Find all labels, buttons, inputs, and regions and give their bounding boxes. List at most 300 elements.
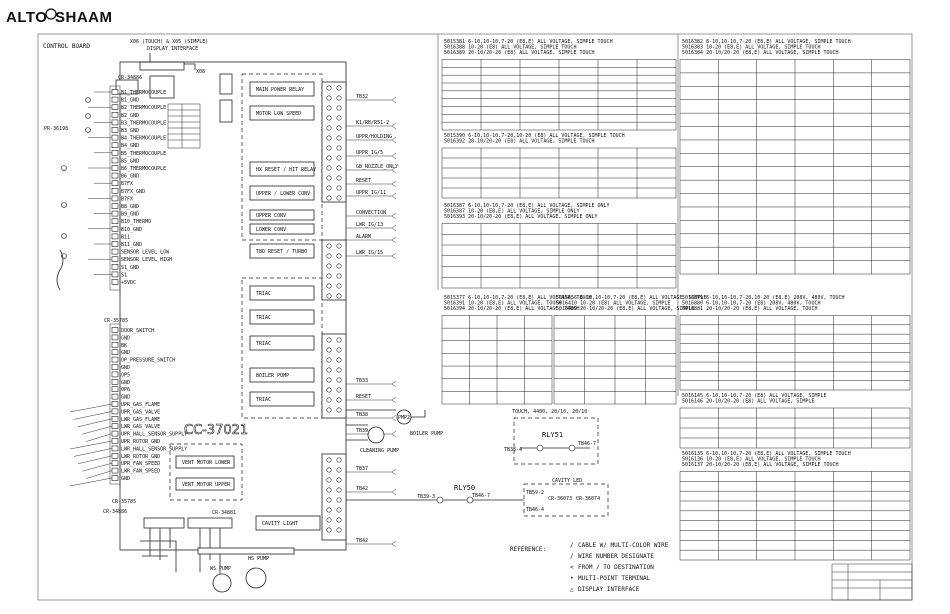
output-label: TB33 [356,378,369,384]
relay-module-label: MAIN POWER RELAY [256,87,305,93]
terminal-screw [327,96,331,100]
terminal-screw [327,274,331,278]
mid-input-label: GND [121,365,131,371]
terminal-screw [337,264,341,268]
ws-pump-motor [213,574,231,592]
spec-table-heading: 5016879 6-10,10-10,7-20,10-20 (E8,E) 208V, 480V, TOUCH [682,295,845,301]
spec-table-heading: 5016135 6-10,10-10,7-20 (E8,E) ALL VOLTAGE, SIMPLE TOUCH [682,451,851,457]
relay-module-label: VENT MOTOR LOWER [182,460,231,466]
reference-item: FROM / TO DESTINATION [578,564,654,571]
mid-pin [112,446,118,451]
reference-symbol-icon: / [570,542,574,549]
mid-pin [112,372,118,377]
cr-r-label: CR-34881 [212,510,237,516]
left-pin [112,204,118,209]
mid-input-label: GND [121,335,131,342]
terminal-screw [337,86,341,90]
brand-logo [6,9,113,26]
terminal-screw [337,468,341,472]
terminal-screw [327,408,331,412]
spec-table-heading: 5016392 20-10/20-20 (E8) ALL VOLTAGE, SIMPLE TOUCH [444,138,595,145]
left-pin [112,166,118,171]
drawing-frame [38,34,912,600]
mid-pin [112,394,118,399]
left-pin [112,188,118,193]
pmp2-label: PMP2 [398,415,411,421]
title-block [832,564,912,600]
mid-input-label: LWR_ROTOR_GND [121,453,161,460]
terminal-screw [327,186,331,190]
right-output-labels [346,94,398,547]
terminal-screw [327,528,331,532]
left-input-label: B3_GND [121,128,140,134]
terminal-screw [337,136,341,140]
reference-symbol-icon: / [570,553,574,560]
mid-pin [112,350,118,355]
terminal-screw [337,126,341,130]
left-input-label: B8_GND [121,204,140,210]
left-input-label: B11 [121,234,131,241]
rly50-left-terminal: TB39-3 [417,494,436,500]
relay-module-label: VENT MOTOR UPPER [182,482,231,488]
spec-table-heading: 5016383 10-20 (E8,E) ALL VOLTAGE, SIMPLE TOUCH [682,44,821,51]
mid-pin [112,431,118,436]
terminal-screw [327,348,331,352]
left-pin [112,143,118,148]
terminal-screw [327,388,331,392]
spec-table [442,203,676,288]
bottom-plug [198,548,294,554]
display-connector [140,62,184,70]
left-pin [112,272,118,277]
relay-module-label: BOILER PUMP [256,373,290,379]
destination-arrow-icon [392,193,396,199]
brand-right: SHAAM [55,9,113,26]
terminal-screw [327,338,331,342]
left-input-label: B7FX [121,181,134,188]
destination-arrow-icon [392,381,396,387]
terminal-screw [337,398,341,402]
terminal-screw [337,176,341,180]
cavity-led-label: CAVITY LED [552,478,583,484]
vendor-part-label: CC-37021 [184,423,249,438]
relay-module-label: TBD RESET / TURBO [256,249,308,255]
left-input-label: B4_GND [121,143,140,150]
terminal-screw [327,294,331,298]
right-terminal-strips [322,82,346,540]
spec-table-heading: 5016136 10-20 (E8,E) ALL VOLTAGE, SIMPLE TOUCH [682,456,821,463]
mid-input-label: LWR_FAN_SPEED [121,468,161,475]
relay-module-label: UPPER / LOWER CONV [256,191,311,197]
sensor-wire [78,419,112,427]
destination-arrow-icon [392,469,396,475]
terminal-screw [327,106,331,110]
left-pin [112,257,118,262]
reference-title: REFERENCE: [510,546,547,553]
display-interface-line1: X06 (TOUCH) & X05 (SIMPLE) [130,39,209,45]
spec-table-heading: 5016145 6-10,10-10,7-20 (E8) ALL VOLTAGE, SIMPLE [682,393,827,399]
terminal-screw [327,368,331,372]
mid-input-label: UPR_ROTOR_GND [121,439,161,445]
destination-arrow-icon [392,137,396,143]
terminal-screw [327,378,331,382]
output-label: RESET [356,394,372,400]
left-input-label: SENSOR LEVEL HIGH [121,257,173,264]
mid-input-label: OP6 [121,387,131,394]
sensor-wire [86,434,112,442]
mid-pin [112,439,118,444]
sensor-terminal [86,128,91,133]
rly50-right-terminal: TB46-7 [472,493,491,499]
sensor-wire [70,478,112,486]
left-input-label: B1_GND [121,97,140,104]
destination-arrow-icon [392,213,396,219]
mid-pin [112,468,118,473]
spec-tables [442,39,910,560]
left-pin [112,135,118,140]
output-label: TB42 [356,486,369,492]
output-label: ALARM [356,234,372,240]
spec-table [442,133,676,198]
rly51-label: RLY51 [542,431,564,439]
cleaning-pump-label: CLEANING PUMP [360,448,400,454]
terminal-screw [327,146,331,150]
spec-table-heading: 5016388 10-20 (E8) ALL VOLTAGE, SIMPLE TOUCH [444,44,577,51]
terminal-screw [337,294,341,298]
terminal-screw [327,136,331,140]
connector-block-a [220,74,232,94]
connector-block-b [220,100,232,122]
relay-module-label: HX RESET / HIT RELAY [256,167,317,173]
spec-table-heading: 5015381 6-10,10-10,7-20 (E8,E) ALL VOLTAGE, SIMPLE TOUCH [444,39,613,45]
ws-pump-label: WS PUMP [210,566,232,572]
left-input-label: S1_GND [121,264,140,271]
spec-table [680,39,910,274]
left-pin [112,219,118,224]
terminal-screw [337,106,341,110]
relay-modules [176,74,322,530]
terminal-screw [337,498,341,502]
left-input-label: B10_GND [121,226,143,233]
destination-arrow-icon [392,237,396,243]
left-pin [112,249,118,254]
mid-input-label: GND [121,476,131,482]
left-pin [112,90,118,95]
destination-arrow-icon [392,541,396,547]
left-pin [112,105,118,110]
terminal-screw [327,116,331,120]
sensor-terminal [62,203,67,208]
rly51-left-terminal: TB38-4 [504,447,523,453]
mid-input-label: UPR_FAN_SPEED [121,461,161,468]
terminal-strip [322,454,346,540]
pr-label: PR-36198 [44,126,69,132]
output-label: K1/RB/R51-2 [356,120,390,126]
board-legend-rows [168,104,200,148]
left-input-label: B5_GND [121,158,140,165]
bottom-connector-b [188,518,232,528]
terminal-screw [327,166,331,170]
left-pin [112,181,118,186]
board-legend-table [168,104,200,148]
spec-table-heading: 5016391 10-20 (E8,E) ALL VOLTAGE, TOUCH [444,300,562,307]
destination-arrow-icon [392,181,396,187]
spec-table [442,39,676,130]
sensor-terminal [62,166,67,171]
spec-table-heading: 5016881 20-10/20-20 (E8,E) ALL VOLTAGE, TOUCH [682,306,818,312]
output-label: TB37 [356,466,369,472]
destination-arrow-icon [392,253,396,259]
spec-table-heading: 5016387 10-20 (E8,E) ALL VOLTAGE, SIMPLE ONLY [444,208,580,215]
terminal-screw [327,156,331,160]
left-input-label: B7FX_GND [121,188,146,195]
output-label: LWR_IG/15 [356,250,384,256]
terminal-screw [327,508,331,512]
sensor-wire [70,441,112,449]
terminal-screw [337,528,341,532]
terminal-screw [327,498,331,502]
mid-input-label: LWR_GAS_VALVE [121,424,161,431]
x08-label: X08 [196,69,206,75]
left-pin [112,112,118,117]
left-input-labels [121,90,172,286]
cr-r2-label: CR-35785 [112,499,137,505]
destination-arrow-icon [392,431,396,437]
terminal-screw [337,196,341,200]
rly51-coil-left [537,445,543,451]
rly50-label: RLY50 [454,484,476,492]
terminal-screw [327,126,331,130]
left-input-label: B2_THERMOCOUPLE [121,105,167,112]
left-input-label: S1 [121,272,128,279]
sensor-wire [82,463,112,471]
output-label: UPPR/HOLDING [356,134,393,140]
terminal-screw [327,518,331,522]
terminal-screw [337,518,341,522]
terminal-screw [337,96,341,100]
terminal-screw [327,478,331,482]
reference-legend [510,542,669,593]
spec-table-heading: 5016384 20-10/20-20 (E8,E) ALL VOLTAGE, SIMPLE TOUCH [682,50,839,56]
left-pin [112,150,118,155]
terminal-screw [337,254,341,258]
mid-pin [112,365,118,370]
output-label: RESET [356,178,372,184]
rly51-right-terminal: TB46-7 [578,441,597,447]
left-pin [112,128,118,133]
terminal-screw [327,244,331,248]
terminal-screw [327,196,331,200]
reference-symbol-icon: < [570,564,574,571]
output-label: UPPR_IG/11 [356,190,387,196]
mid-pin [112,424,118,429]
cr-bottom-label: CR-34886 [103,509,128,515]
spec-table-heading: 5016389 20-10/20-20 (E8) ALL VOLTAGE, SIMPLE TOUCH [444,50,595,56]
left-input-label: B10_THERMO [121,219,152,226]
sensor-terminal [62,234,67,239]
destination-arrow-icon [392,123,396,129]
terminal-screw [327,86,331,90]
left-input-label: B7FX [121,196,134,203]
spec-table-heading: 5016394 20-10/20-20 (E8,E) ALL VOLTAGE, TOUCH [444,306,580,312]
relay-module-label: CAVITY LIGHT [262,521,299,527]
terminal-screw [337,244,341,248]
cr-b-label: CR-36073 [548,496,573,502]
left-input-label: B2_GND [121,112,140,119]
left-wiring [57,92,112,486]
output-label: UPPR_IG/5 [356,150,384,156]
mid-input-label: OP_PRESSURE_SWITCH [121,357,176,364]
spec-table [680,295,910,390]
display-interface-line2: DISPLAY INTERFACE [147,46,199,52]
spec-table [680,451,910,560]
mid-input-label: LWR_HALL_SENSOR_SUPPLY [121,446,188,453]
left-input-label: SENSOR LEVEL LOW [121,249,170,256]
left-input-label: B1_THERMOCOUPLE [121,90,167,96]
spec-table-heading: 5016137 20-10/20-20 (E8,E) ALL VOLTAGE, SIMPLE TOUCH [682,462,839,468]
terminal-screw [327,284,331,288]
output-label: LWR_IG/13 [356,222,384,228]
mid-pin [112,461,118,466]
left-input-label: B11_GND [121,242,143,248]
reference-item: CABLE W/ MULTI-COLOR WIRE [578,542,669,549]
terminal-screw [327,176,331,180]
brand-left: ALTO [6,9,48,26]
mid-input-label: DOOR_SWITCH [121,328,155,334]
terminal-screw [337,274,341,278]
mid-input-label: GND [121,379,131,386]
relay-module-label: TRIAC [256,291,272,297]
terminal-screw [337,348,341,352]
destination-arrow-icon [392,97,396,103]
relay-module-label: LOWER CONV [256,227,287,233]
mid-pin [112,342,118,347]
mid-input-label: OP5 [121,372,131,379]
spec-table [680,393,910,448]
left-input-label: B6_GND [121,173,140,180]
terminal-screw [337,166,341,170]
mid-input-label: BK [121,342,128,349]
destination-arrow-icon [392,397,396,403]
mid-pin [112,409,118,414]
left-pin [112,196,118,201]
mid-pin [112,416,118,421]
mid-pin [112,453,118,458]
hs-pump-motor [246,568,266,588]
terminal-screw [337,508,341,512]
left-pin [112,226,118,231]
cr-top-label: CR-34886 [118,75,143,81]
terminal-screw [337,368,341,372]
spec-table-heading: 5016146 20-10/20-20 (E8) ALL VOLTAGE, SIMPLE [682,398,815,405]
bottom-connector-a [144,518,184,528]
sensor-terminal [86,114,91,119]
tb-b-label: TB46-4 [526,507,545,513]
spec-table-heading: 5015390 6-10,10-10,7-20,10-20 (E8) ALL VOLTAGE, SIMPLE TOUCH [444,133,625,139]
left-input-label: +5VDC [121,280,137,286]
mid-pin [112,328,118,333]
output-label: TB42 [356,538,369,544]
mid-input-label: GND [121,394,131,401]
sensor-wire [74,411,112,419]
mid-pin [112,379,118,384]
sensor-wire [78,456,112,464]
hs-pump-label: HS PUMP [248,556,270,562]
terminal-screw [327,488,331,492]
output-label: GB_NOZZLE_ONLY [356,164,399,170]
reference-symbol-icon: △ [570,586,574,593]
terminal-screw [337,146,341,150]
reference-item: MULTI-POINT TERMINAL [578,575,651,582]
terminal-screw [327,254,331,258]
relay-module-label: TRIAC [256,397,272,403]
relay-module-label: TRIAC [256,341,272,347]
reference-item: DISPLAY INTERFACE [578,586,640,593]
spec-table-heading: 5016382 6-10,10-10,7-20 (E8,E) ALL VOLTAGE, SIMPLE TOUCH [682,39,851,45]
board-label: CONTROL BOARD [43,43,90,50]
terminal-strip [322,240,346,300]
cable-bundle [140,541,176,572]
sensor-wire [86,471,112,479]
terminal-screw [337,488,341,492]
terminal-screw [337,338,341,342]
sensor-wire [70,404,112,412]
cleaning-pump-motor [368,427,384,443]
mid-pin [112,402,118,407]
spec-table-heading: 5016410 10-20 (E8) ALL VOLTAGE, SIMPLE [556,300,671,307]
relay-module-label: UPPER CONV [256,213,287,219]
cr-mid-label: CR-35785 [104,318,129,324]
left-pin [112,120,118,125]
relay-box-title: TOUCH, 4400, 20/10, 20/10 [512,409,588,415]
left-input-label: B6_THERMOCOUPLE [121,166,167,172]
relay-module-label: MOTOR LOW SPEED [256,111,302,117]
left-pin [112,242,118,247]
rly50-coil-left [437,497,443,503]
terminal-screw [337,458,341,462]
sensor-wire [82,426,112,434]
mid-pin [112,357,118,362]
destination-arrow-icon [392,415,396,421]
reference-symbol-icon: • [570,575,574,582]
rly51-coil-right [569,445,575,451]
left-pin [112,158,118,163]
left-pin [112,280,118,285]
mid-pin [112,335,118,340]
output-label: TB38 [356,412,369,418]
left-input-label: B4_THERMOCOUPLE [121,135,167,142]
terminal-screw [327,468,331,472]
terminal-screw [337,358,341,362]
output-label: TB32 [356,94,369,100]
terminal-screw [337,156,341,160]
spec-table-heading: 5016880 6-10,10-10,7-20 (E8) 208V, 480V, TOUCH [682,300,821,307]
terminal-screw [337,116,341,120]
terminal-screw [337,284,341,288]
reference-item: WIRE NUMBER DESIGNATE [578,553,654,560]
left-pin [112,173,118,178]
left-pin [112,211,118,216]
mid-pin [112,387,118,392]
left-pin [112,264,118,269]
spec-table-heading: 5015377 6-10,10-10,7-20 (E8,E) ALL VOLTAGE, TOUCH [444,295,592,301]
terminal-screw [337,408,341,412]
left-pin [112,97,118,102]
sensor-terminal [86,98,91,103]
left-input-label: B5_THERMOCOUPLE [121,150,167,157]
terminal-screw [337,478,341,482]
destination-arrow-icon [392,225,396,231]
